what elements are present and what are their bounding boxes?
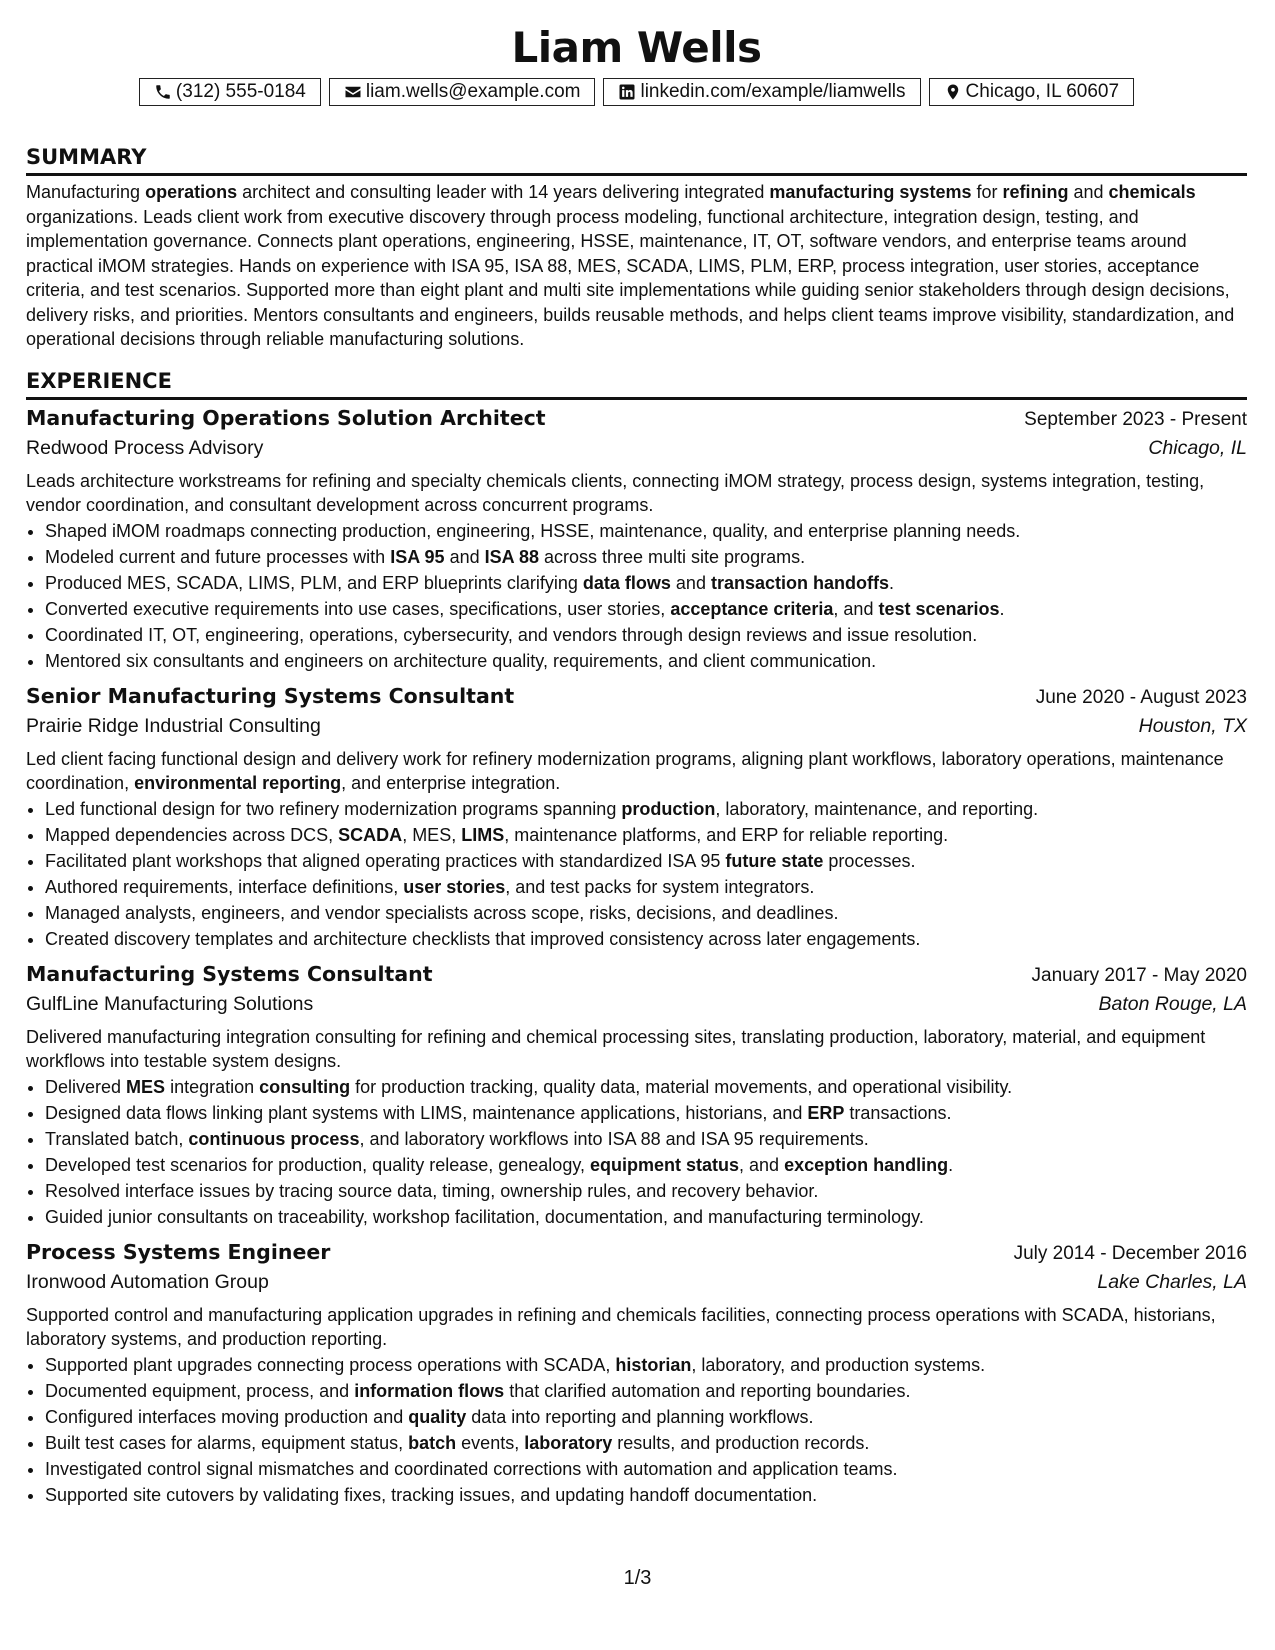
bold-text: manufacturing systems xyxy=(769,182,972,202)
job-description xyxy=(26,469,1247,518)
bold-text: SCADA xyxy=(338,824,403,845)
text-segment: . xyxy=(948,1154,954,1175)
bullet-item xyxy=(45,926,1247,952)
text-segment: Converted executive requirements into use cases, specifications, user stories, xyxy=(45,598,671,619)
job-description xyxy=(26,1025,1247,1074)
text-segment: Delivered manufacturing integration consulting for refining and chemical processing sites, translating production, laboratory, material, and equipment workflows into testable system designs. xyxy=(26,1026,1206,1071)
text-segment: Modeled current and future processes with xyxy=(45,546,391,567)
contact-linkedin[interactable] xyxy=(603,78,920,106)
text-segment: , and enterprise integration. xyxy=(341,773,561,793)
job-title: Manufacturing Systems Consultant xyxy=(26,961,433,986)
bold-text: acceptance criteria xyxy=(670,598,834,619)
bold-text: consulting xyxy=(259,1076,351,1097)
text-segment: and xyxy=(670,572,711,593)
text-segment: . xyxy=(999,598,1005,619)
bullet-item xyxy=(45,622,1247,648)
text-segment: , and xyxy=(739,1154,785,1175)
experience-section xyxy=(26,368,1247,1508)
text-segment: results, and production records. xyxy=(612,1432,870,1453)
summary-heading: SUMMARY xyxy=(26,145,147,169)
contact-location[interactable] xyxy=(929,78,1135,106)
job-company: Redwood Process Advisory xyxy=(26,436,264,459)
text-segment: Coordinated IT, OT, engineering, operations, cybersecurity, and vendors through design reviews and issue resolution. xyxy=(45,624,978,645)
text-segment: Facilitated plant workshops that aligned operating practices with standardized ISA 95 xyxy=(45,850,726,871)
job-location: Lake Charles, LA xyxy=(1097,1270,1247,1293)
text-segment: events, xyxy=(456,1432,525,1453)
bold-text: information flows xyxy=(354,1380,505,1401)
job-title: Manufacturing Operations Solution Architect xyxy=(26,405,546,430)
text-segment: , and test packs for system integrators. xyxy=(505,876,815,897)
job-location: Houston, TX xyxy=(1138,714,1247,737)
job-dates: June 2020 - August 2023 xyxy=(1035,686,1247,708)
text-segment: that clarified automation and reporting boundaries. xyxy=(504,1380,911,1401)
bullet-item xyxy=(45,1126,1247,1152)
bold-text: refining xyxy=(1002,182,1069,202)
text-segment: Supported plant upgrades connecting process operations with SCADA, xyxy=(45,1354,616,1375)
bold-text: quality xyxy=(408,1406,467,1427)
summary-text xyxy=(26,180,1247,352)
experience-list xyxy=(26,406,1247,1508)
bold-text: transaction handoffs xyxy=(710,572,889,593)
summary-section xyxy=(26,144,1247,352)
text-segment: Shaped iMOM roadmaps connecting production, engineering, HSSE, maintenance, quality, and enterprise planning needs. xyxy=(45,520,1021,541)
page-indicator: 1/3 xyxy=(623,1567,652,1589)
text-segment: Authored requirements, interface definitions, xyxy=(45,876,404,897)
text-segment: Documented equipment, process, and xyxy=(45,1380,355,1401)
job-company: GulfLine Manufacturing Solutions xyxy=(26,992,314,1015)
linkedin-icon xyxy=(618,83,636,101)
job-dates: July 2014 - December 2016 xyxy=(1013,1242,1247,1264)
job-bullets xyxy=(26,518,1247,674)
resume-page xyxy=(26,22,1247,1508)
bold-text: production xyxy=(621,798,716,819)
candidate-name: Liam Wells xyxy=(511,23,762,72)
bold-text: laboratory xyxy=(524,1432,613,1453)
text-segment: Mapped dependencies across DCS, xyxy=(45,824,339,845)
text-segment: Managed analysts, engineers, and vendor specialists across scope, risks, decisions, and deadlines. xyxy=(45,902,839,923)
text-segment: Delivered xyxy=(45,1076,127,1097)
text-segment: and xyxy=(1068,182,1109,202)
text-segment: , and laboratory workflows into ISA 88 and ISA 95 requirements. xyxy=(359,1128,869,1149)
text-segment: Mentored six consultants and engineers on architecture quality, requirements, and client communication. xyxy=(45,650,877,671)
bullet-item xyxy=(45,1074,1247,1100)
text-segment: Designed data flows linking plant systems with LIMS, maintenance applications, historians, and xyxy=(45,1102,808,1123)
job-bullets xyxy=(26,796,1247,952)
bold-text: user stories xyxy=(403,876,506,897)
text-segment: Guided junior consultants on traceability, workshop facilitation, documentation, and manufacturing terminology. xyxy=(45,1206,924,1227)
text-segment: Developed test scenarios for production, quality release, genealogy, xyxy=(45,1154,590,1175)
bullet-item xyxy=(45,570,1247,596)
bullet-item xyxy=(45,848,1247,874)
bullet-item xyxy=(45,518,1247,544)
job-company: Ironwood Automation Group xyxy=(26,1270,269,1293)
bullet-item xyxy=(45,1152,1247,1178)
contact-bar xyxy=(26,78,1247,106)
text-segment: Produced MES, SCADA, LIMS, PLM, and ERP blueprints clarifying xyxy=(45,572,583,593)
text-segment: Configured interfaces moving production and xyxy=(45,1406,409,1427)
bullet-item xyxy=(45,900,1247,926)
phone-text: (312) 555-0184 xyxy=(175,81,306,102)
text-segment: , MES, xyxy=(402,824,462,845)
text-segment: Manufacturing xyxy=(26,182,146,202)
text-segment: , laboratory, maintenance, and reporting. xyxy=(715,798,1039,819)
job-location: Chicago, IL xyxy=(1148,436,1247,459)
text-segment: , laboratory, and production systems. xyxy=(691,1354,986,1375)
text-segment: across three multi site programs. xyxy=(538,546,806,567)
job-entry xyxy=(26,962,1247,1230)
bold-text: data flows xyxy=(582,572,671,593)
bullet-item xyxy=(45,1482,1247,1508)
text-segment: Led functional design for two refinery modernization programs spanning xyxy=(45,798,622,819)
experience-heading: EXPERIENCE xyxy=(26,368,172,393)
text-segment: Resolved interface issues by tracing source data, timing, ownership rules, and recovery behavior. xyxy=(45,1180,819,1201)
bold-text: environmental reporting xyxy=(134,773,342,793)
bold-text: future state xyxy=(725,850,824,871)
bullet-item xyxy=(45,1404,1247,1430)
bullet-item xyxy=(45,544,1247,570)
text-segment: , maintenance platforms, and ERP for reliable reporting. xyxy=(504,824,949,845)
bold-text: chemicals xyxy=(1108,182,1196,202)
map-pin-icon xyxy=(944,83,962,101)
job-title: Senior Manufacturing Systems Consultant xyxy=(26,683,515,708)
text-segment: , and xyxy=(833,598,879,619)
bullet-item xyxy=(45,1352,1247,1378)
text-segment: architect and consulting leader with 14 years delivering integrated xyxy=(237,182,770,202)
bullet-item xyxy=(45,1100,1247,1126)
job-dates: September 2023 - Present xyxy=(1024,408,1247,430)
bold-text: MES xyxy=(126,1076,166,1097)
job-bullets xyxy=(26,1352,1247,1508)
job-entry xyxy=(26,1240,1247,1508)
linkedin-text: linkedin.com/example/liamwells xyxy=(640,81,906,102)
bold-text: LIMS xyxy=(461,824,505,845)
job-location: Baton Rouge, LA xyxy=(1098,992,1247,1015)
contact-email[interactable] xyxy=(329,78,596,106)
text-segment: Built test cases for alarms, equipment status, xyxy=(45,1432,409,1453)
envelope-icon xyxy=(344,83,362,101)
text-segment: Investigated control signal mismatches and coordinated corrections with automation and application teams. xyxy=(45,1458,898,1479)
bold-text: test scenarios xyxy=(878,598,1000,619)
job-title: Process Systems Engineer xyxy=(26,1239,331,1264)
bullet-item xyxy=(45,1204,1247,1230)
text-segment: organizations. Leads client work from executive discovery through process modeling, functional architecture, integration design, testing, and implementation governance. Connects plant operations, engineering, HSSE, maintenance, IT, OT, software vendors, and enterprise teams around practical iMOM strategies. Hands on experience with ISA 95, ISA 88, MES, SCADA, LIMS, PLM, ERP, process integration, user stories, acceptance criteria, and test scenarios. Supported more than eight plant and multi site implementations while guiding senior stakeholders through design decisions, delivery risks, and priorities. Mentors consultants and engineers, builds reusable methods, and helps client teams improve visibility, standardization, and operational decisions through reliable manufacturing solutions. xyxy=(26,206,1235,349)
bullet-item xyxy=(45,874,1247,900)
bold-text: equipment status xyxy=(590,1154,740,1175)
bold-text: operations xyxy=(145,182,238,202)
text-segment: for xyxy=(971,182,1003,202)
bullet-item xyxy=(45,1430,1247,1456)
bold-text: ISA 95 xyxy=(390,546,445,567)
job-entry xyxy=(26,406,1247,674)
text-segment: Leads architecture workstreams for refining and specialty chemicals clients, connecting iMOM strategy, process design, systems integration, testing, vendor coordination, and consultant development across concurrent programs. xyxy=(26,470,1205,515)
text-segment: Translated batch, xyxy=(45,1128,189,1149)
job-entry xyxy=(26,684,1247,952)
contact-phone[interactable] xyxy=(139,78,321,106)
bold-text: continuous process xyxy=(188,1128,360,1149)
bold-text: ERP xyxy=(807,1102,845,1123)
location-text: Chicago, IL 60607 xyxy=(965,81,1120,102)
text-segment: Supported site cutovers by validating fixes, tracking issues, and updating handoff documentation. xyxy=(45,1484,818,1505)
bullet-item xyxy=(45,822,1247,848)
bold-text: exception handling xyxy=(784,1154,949,1175)
text-segment: . xyxy=(888,572,894,593)
text-segment: Led client facing functional design and delivery work for refinery modernization programs, aligning plant workflows, laboratory operations, maintenance coordination, xyxy=(26,748,1224,793)
phone-icon xyxy=(154,83,172,101)
bullet-item xyxy=(45,596,1247,622)
job-company: Prairie Ridge Industrial Consulting xyxy=(26,714,321,737)
bold-text: batch xyxy=(408,1432,457,1453)
text-segment: Created discovery templates and architecture checklists that improved consistency across later engagements. xyxy=(45,928,921,949)
bullet-item xyxy=(45,648,1247,674)
bold-text: historian xyxy=(615,1354,692,1375)
text-segment: integration xyxy=(165,1076,260,1097)
bullet-item xyxy=(45,1178,1247,1204)
email-text: liam.wells@example.com xyxy=(365,81,581,102)
section-divider xyxy=(26,397,1247,400)
section-divider xyxy=(26,173,1247,176)
job-description xyxy=(26,1303,1247,1352)
job-bullets xyxy=(26,1074,1247,1230)
bold-text: ISA 88 xyxy=(484,546,539,567)
bullet-item xyxy=(45,1456,1247,1482)
bullet-item xyxy=(45,1378,1247,1404)
text-segment: processes. xyxy=(823,850,916,871)
bullet-item xyxy=(45,796,1247,822)
text-segment: for production tracking, quality data, material movements, and operational visibility. xyxy=(350,1076,1013,1097)
job-description xyxy=(26,747,1247,796)
text-segment: and xyxy=(444,546,485,567)
text-segment: data into reporting and planning workflows. xyxy=(466,1406,814,1427)
text-segment: Supported control and manufacturing application upgrades in refining and chemicals facilities, connecting process operations with SCADA, historians, laboratory systems, and production reporting. xyxy=(26,1304,1216,1349)
job-dates: January 2017 - May 2020 xyxy=(1031,964,1247,986)
text-segment: transactions. xyxy=(844,1102,952,1123)
